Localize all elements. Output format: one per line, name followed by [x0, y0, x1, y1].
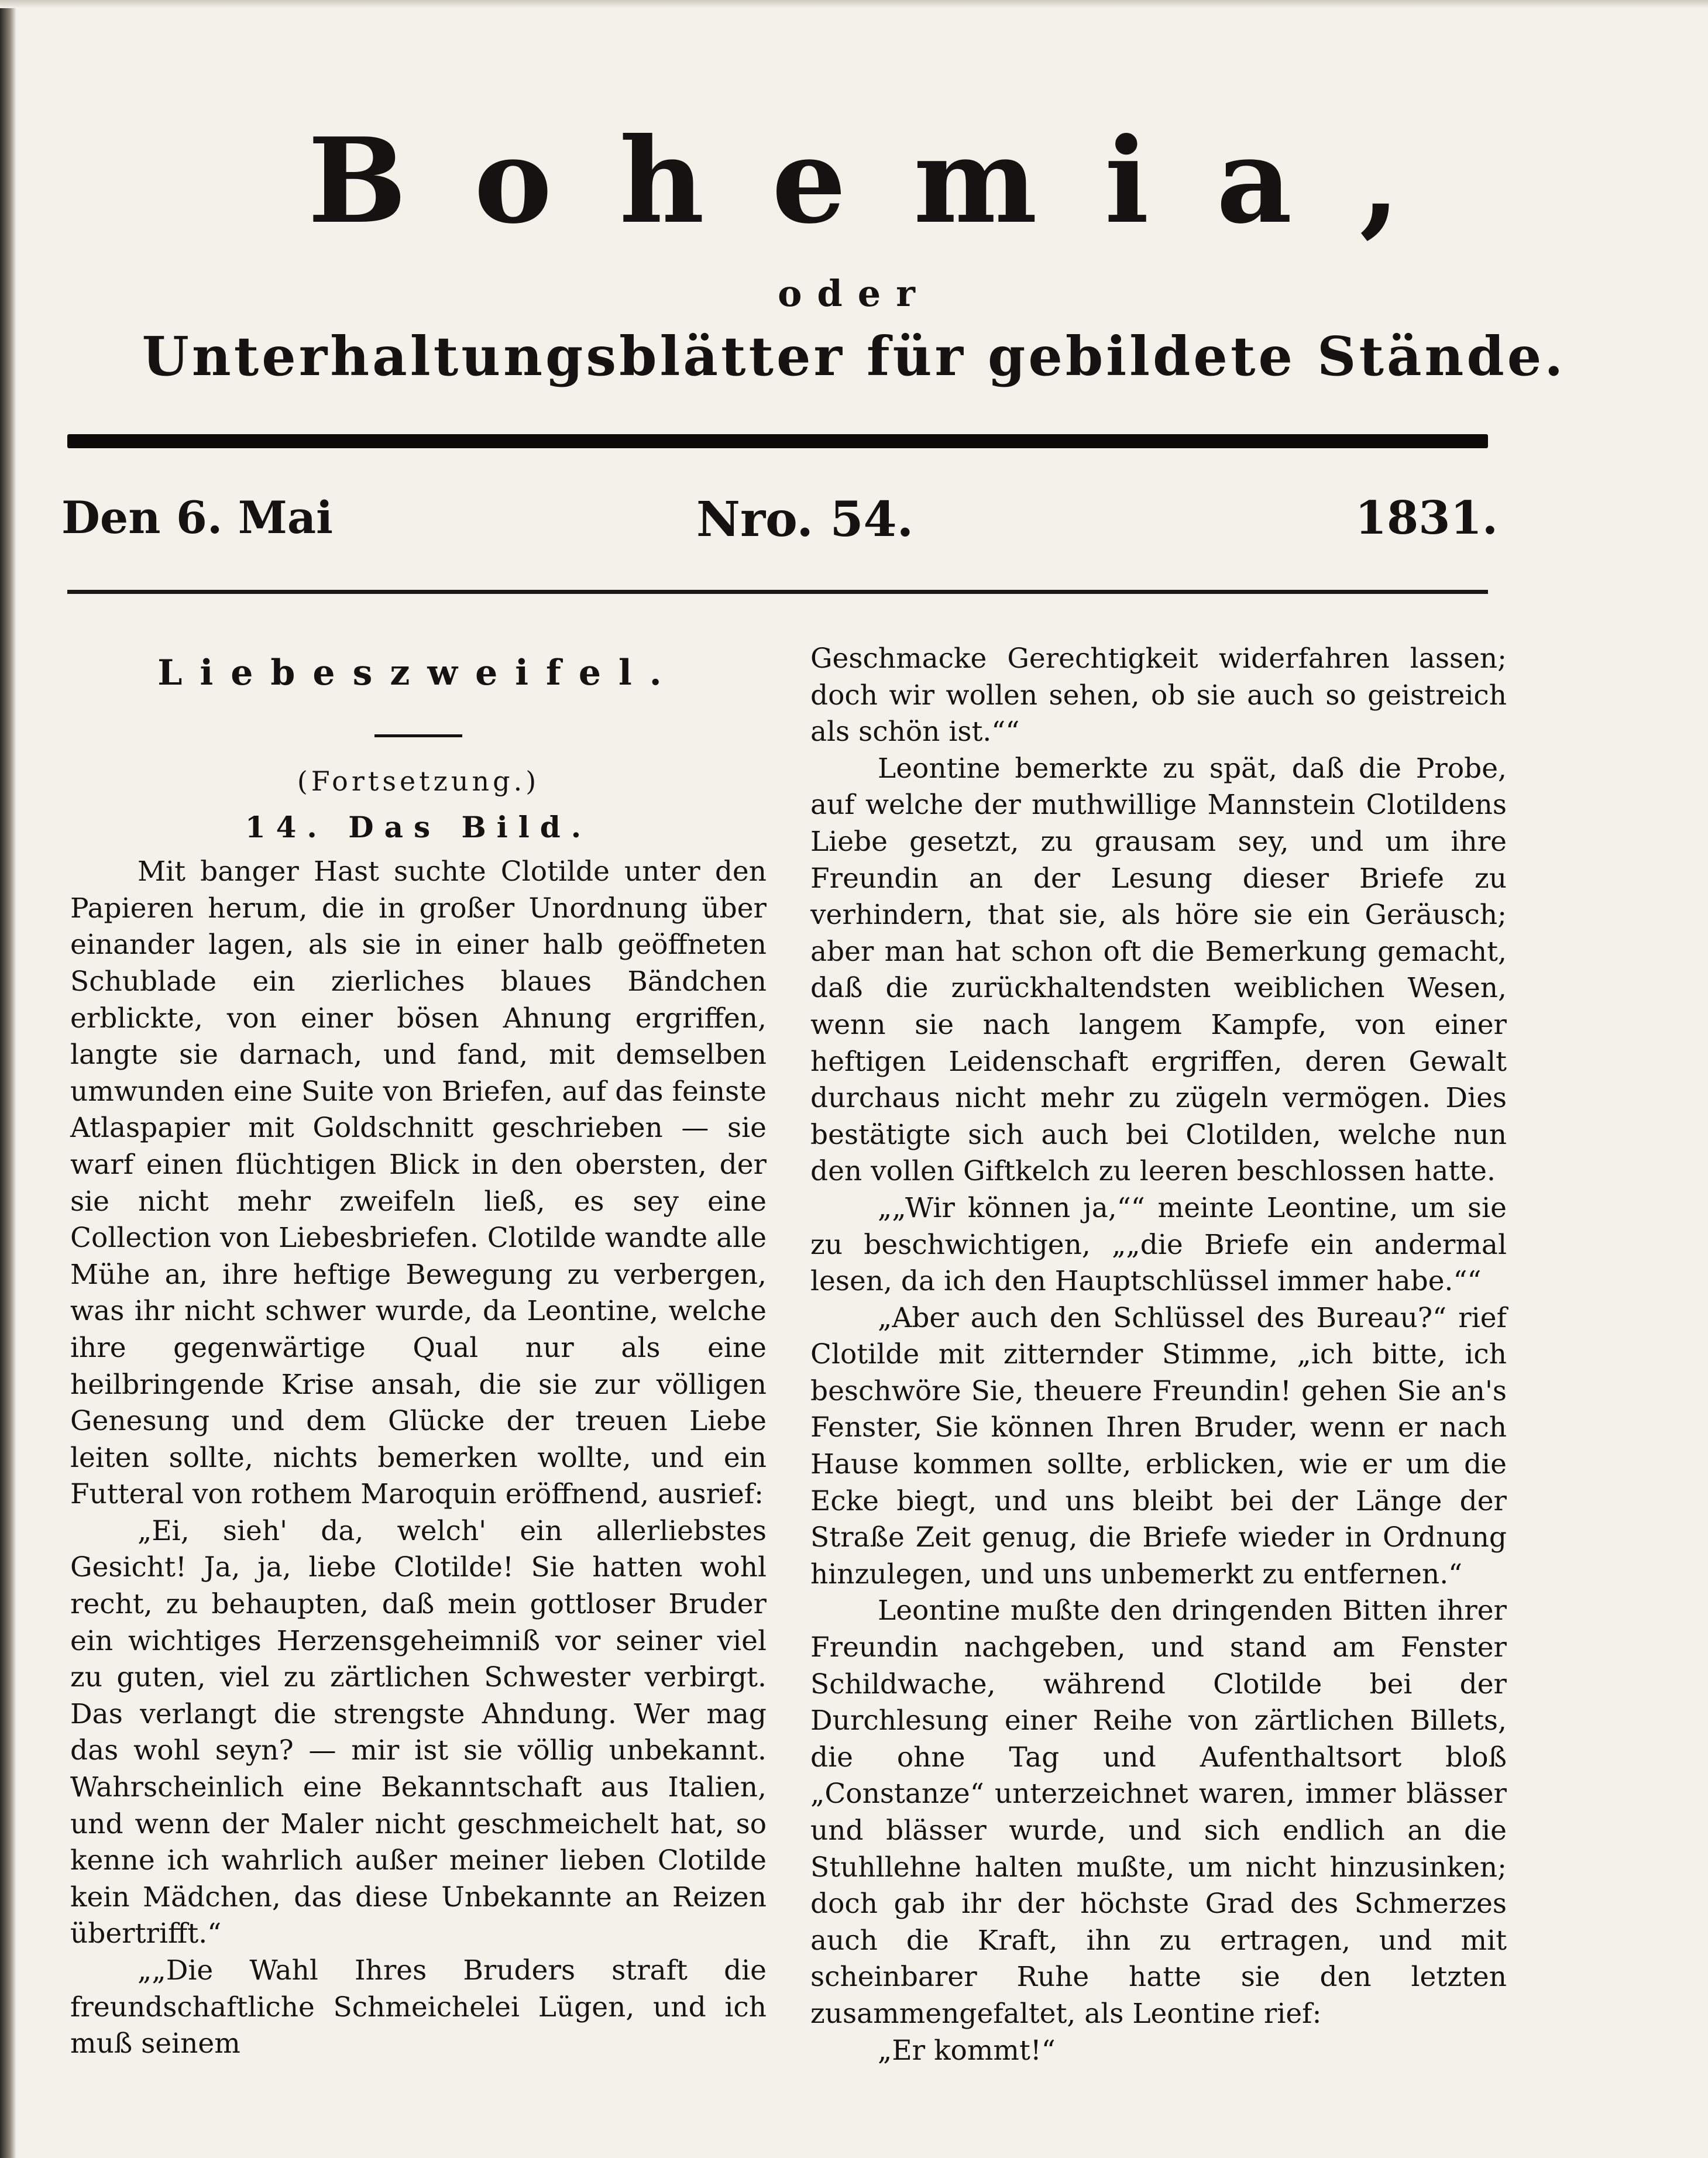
paragraph: „„Wir können ja,““ meinte Leontine, um sie zu beschwichtigen, „„die Briefe ein andermal lesen, da ich den Hauptschlüssel immer habe.““ [810, 1191, 1507, 1298]
page-edge-top [0, 0, 1708, 8]
issue-date: Den 6. Mai [61, 492, 334, 544]
dateline-rule [67, 590, 1488, 594]
paragraph: „Er kommt!“ [878, 2034, 1056, 2067]
newspaper-subtitle: Unterhaltungsblätter für gebildete Stände. [142, 325, 1566, 388]
left-column [70, 641, 767, 2063]
paragraph: „„Die Wahl Ihres Bruders straft die freundschaftliche Schmeichelei Lügen, und ich muß seinem [70, 1954, 767, 2060]
continuation-note: (Fortsetzung.) [297, 765, 540, 797]
masthead [0, 112, 1708, 250]
paragraph: Geschmacke Gerechtigkeit widerfahren lassen; doch wir wollen sehen, ob sie auch so geistreich als schön ist.““ [810, 642, 1507, 748]
story-title: Liebeszweifel. [157, 652, 679, 693]
dateline [61, 492, 1498, 556]
masthead-rule [67, 434, 1488, 448]
page-edge [0, 0, 16, 2158]
issue-number: Nro. 54. [696, 492, 914, 548]
paragraph: Leontine mußte den dringenden Bitten ihrer Freundin nachgeben, und stand am Fenster Schildwache, während Clotilde bei der Durchlesung einer Reihe von zärtlichen Billets, die ohne Tag und Aufenthaltsort bloß „Constanze“ unterzeichnet waren, immer blässer und blässer wurde, und sich endlich an die Stuhllehne halten mußte, um nicht hinzusinken; doch gab ihr der höchste Grad des Schmerzes auch die Kraft, ihn zu ertragen, und mit scheinbarer Ruhe hatte sie den letzten zusammengefaltet, als Leontine rief: [810, 1595, 1507, 2030]
paragraph: Mit banger Hast suchte Clotilde unter den Papieren herum, die in großer Unordnung über einander lagen, als sie in einer halb geöffneten Schublade ein zierliches blaues Bändchen erblickte, von einer bösen Ahnung ergriffen, langte sie darnach, und fand, mit demselben umwunden eine Suite von Briefen, auf das feinste Atlaspapier mit Goldschnitt geschrieben — sie warf einen flüchtigen Blick in den obersten, der sie nicht mehr zweifeln ließ, es sey eine Collection von Liebesbriefen. Clotilde wandte alle Mühe an, ihre heftige Bewegung zu verbergen, was ihr nicht schwer wurde, da Leontine, welche ihre gegenwärtige Qual nur als eine heilbringende Krise ansah, die sie zur völligen Genesung und dem Glücke der treuen Liebe leiten sollte, nichts bemerken wollte, und ein Futteral von rothem Maroquin eröffnend, ausrief: [70, 855, 767, 1511]
paragraph: „Aber auch den Schlüssel des Bureau?“ rief Clotilde mit zitternder Stimme, „ich bitte, ich beschwöre Sie, theuere Freundin! gehen Sie an's Fenster, Sie können Ihren Bruder, wenn er nach Hause kommen sollte, erblicken, wie er um die Ecke biegt, und uns bleibt bei der Länge der Straße Zeit genug, die Briefe wieder in Ordnung hinzulegen, und uns unbemerkt zu entfernen.“ [810, 1301, 1507, 1590]
right-column [810, 641, 1507, 2069]
title-rule [374, 734, 462, 737]
newspaper-oder: oder [778, 272, 930, 315]
chapter-heading: 14. Das Bild. [245, 809, 592, 844]
paragraph: Leontine bemerkte zu spät, daß die Probe, auf welche der muthwillige Mannstein Clotildens Liebe gesetzt, zu grausam sey, und um ihre Freundin an der Lesung dieser Briefe zu verhindern, that sie, als höre sie ein Geräusch; aber man hat schon oft die Bemerkung gemacht, daß die zurückhaltendsten weiblichen Wesen, wenn sie nach langem Kampfe, von einer heftigen Leidenschaft ergriffen, deren Gewalt durchaus nicht mehr zu zügeln vermögen. Dies bestätigte sich auch bei Clotilden, welche nun den vollen Giftkelch zu leeren beschlossen hatte. [810, 752, 1507, 1188]
paragraph: „Ei, sieh' da, welch' ein allerliebstes Gesicht! Ja, ja, liebe Clotilde! Sie hatten wohl recht, zu behaupten, daß mein gottloser Bruder ein wichtiges Herzensgeheimniß vor seiner viel zu guten, viel zu zärtlichen Schwester verbirgt. Das verlangt die strengste Ahndung. Wer mag das wohl seyn? — mir ist sie völlig unbekannt. Wahrscheinlich eine Bekanntschaft aus Italien, und wenn der Maler nicht geschmeichelt hat, so kenne ich wahrlich außer meiner lieben Clotilde kein Mädchen, das diese Unbekannte an Reizen übertrifft.“ [70, 1514, 767, 1950]
newspaper-title: Bohemia, [308, 112, 1468, 250]
issue-year: 1831. [1355, 492, 1498, 545]
